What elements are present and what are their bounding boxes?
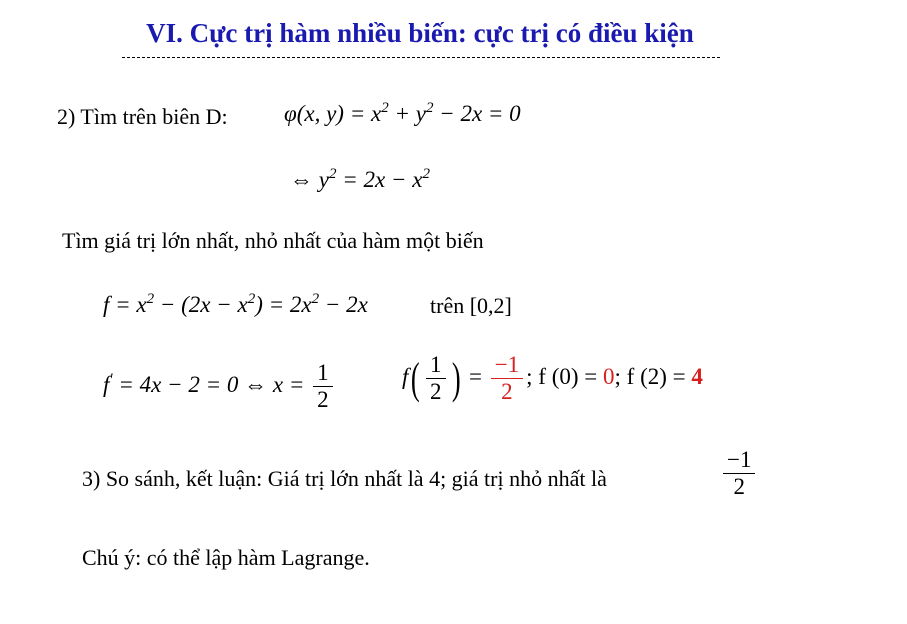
f-exp3: 2 — [311, 291, 320, 307]
f-exp1: 2 — [146, 291, 155, 307]
res-den: 2 — [501, 379, 513, 405]
equiv-exp1: 2 — [328, 166, 337, 182]
values-part3: ; f (2) = — [614, 364, 692, 390]
res-num: −1 — [491, 352, 523, 379]
equiv-exp2: 2 — [422, 166, 430, 182]
f-part3: ) = 2x — [255, 292, 312, 317]
arg-num: 1 — [426, 352, 446, 379]
equiv-rhs: = 2x − x — [336, 167, 423, 192]
f-part4: − 2x — [319, 292, 368, 317]
equivalent-equation — [290, 167, 430, 193]
concl-den: 2 — [733, 474, 745, 500]
conclusion-text: 3) So sánh, kết luận: Giá trị lớn nhất là 4; giá trị nhỏ nhất là — [82, 466, 607, 491]
concl-num: −1 — [723, 447, 755, 474]
value-at-0: 0 — [603, 364, 615, 390]
equiv-prefix: ⇔ y — [290, 167, 329, 192]
values-part2: ; f (0) = — [526, 364, 604, 390]
domain-text: trên [0,2] — [430, 293, 512, 318]
min-value-fraction — [491, 352, 523, 406]
deriv-f: f — [103, 372, 110, 398]
note-text: Chú ý: có thể lập hàm Lagrange. — [82, 545, 370, 570]
f-part1: f = x — [103, 292, 147, 317]
phi-exp1: 2 — [381, 100, 389, 116]
f-part2: − (2x − x — [154, 292, 248, 317]
values-eq: = — [463, 364, 488, 390]
frac-num: 1 — [313, 360, 333, 387]
arg-den: 2 — [430, 379, 442, 405]
value-at-2: 4 — [691, 364, 703, 390]
find-extrema-text: Tìm giá trị lớn nhất, nhỏ nhất của hàm một biến — [62, 228, 484, 253]
f-exp2: 2 — [247, 291, 256, 307]
function-substitution — [103, 292, 368, 318]
conclusion-fraction — [720, 447, 758, 501]
phi-mid: + y — [388, 101, 426, 126]
step2-label: 2) Tìm trên biên D: — [57, 104, 228, 129]
function-values — [402, 352, 703, 406]
left-paren: ( — [411, 353, 421, 403]
values-f: f — [402, 364, 409, 390]
min-fraction — [723, 447, 755, 501]
phi-exp2: 2 — [425, 100, 434, 116]
deriv-prime: ' — [109, 371, 113, 388]
derivative-equation — [103, 360, 336, 414]
phi-rhs: − 2x = 0 — [433, 101, 521, 126]
title-divider — [122, 57, 720, 58]
deriv-mid: = 4x − 2 = 0 ⇔ x = — [112, 372, 311, 398]
frac-den: 2 — [317, 387, 329, 413]
phi-lhs: φ(x, y) = x — [284, 101, 382, 126]
right-paren: ) — [451, 353, 461, 403]
slide-title: VI. Cực trị hàm nhiều biến: cực trị có điều kiện — [146, 18, 694, 48]
critical-point-fraction — [313, 360, 333, 414]
constraint-equation — [284, 101, 521, 127]
arg-fraction — [426, 352, 446, 406]
